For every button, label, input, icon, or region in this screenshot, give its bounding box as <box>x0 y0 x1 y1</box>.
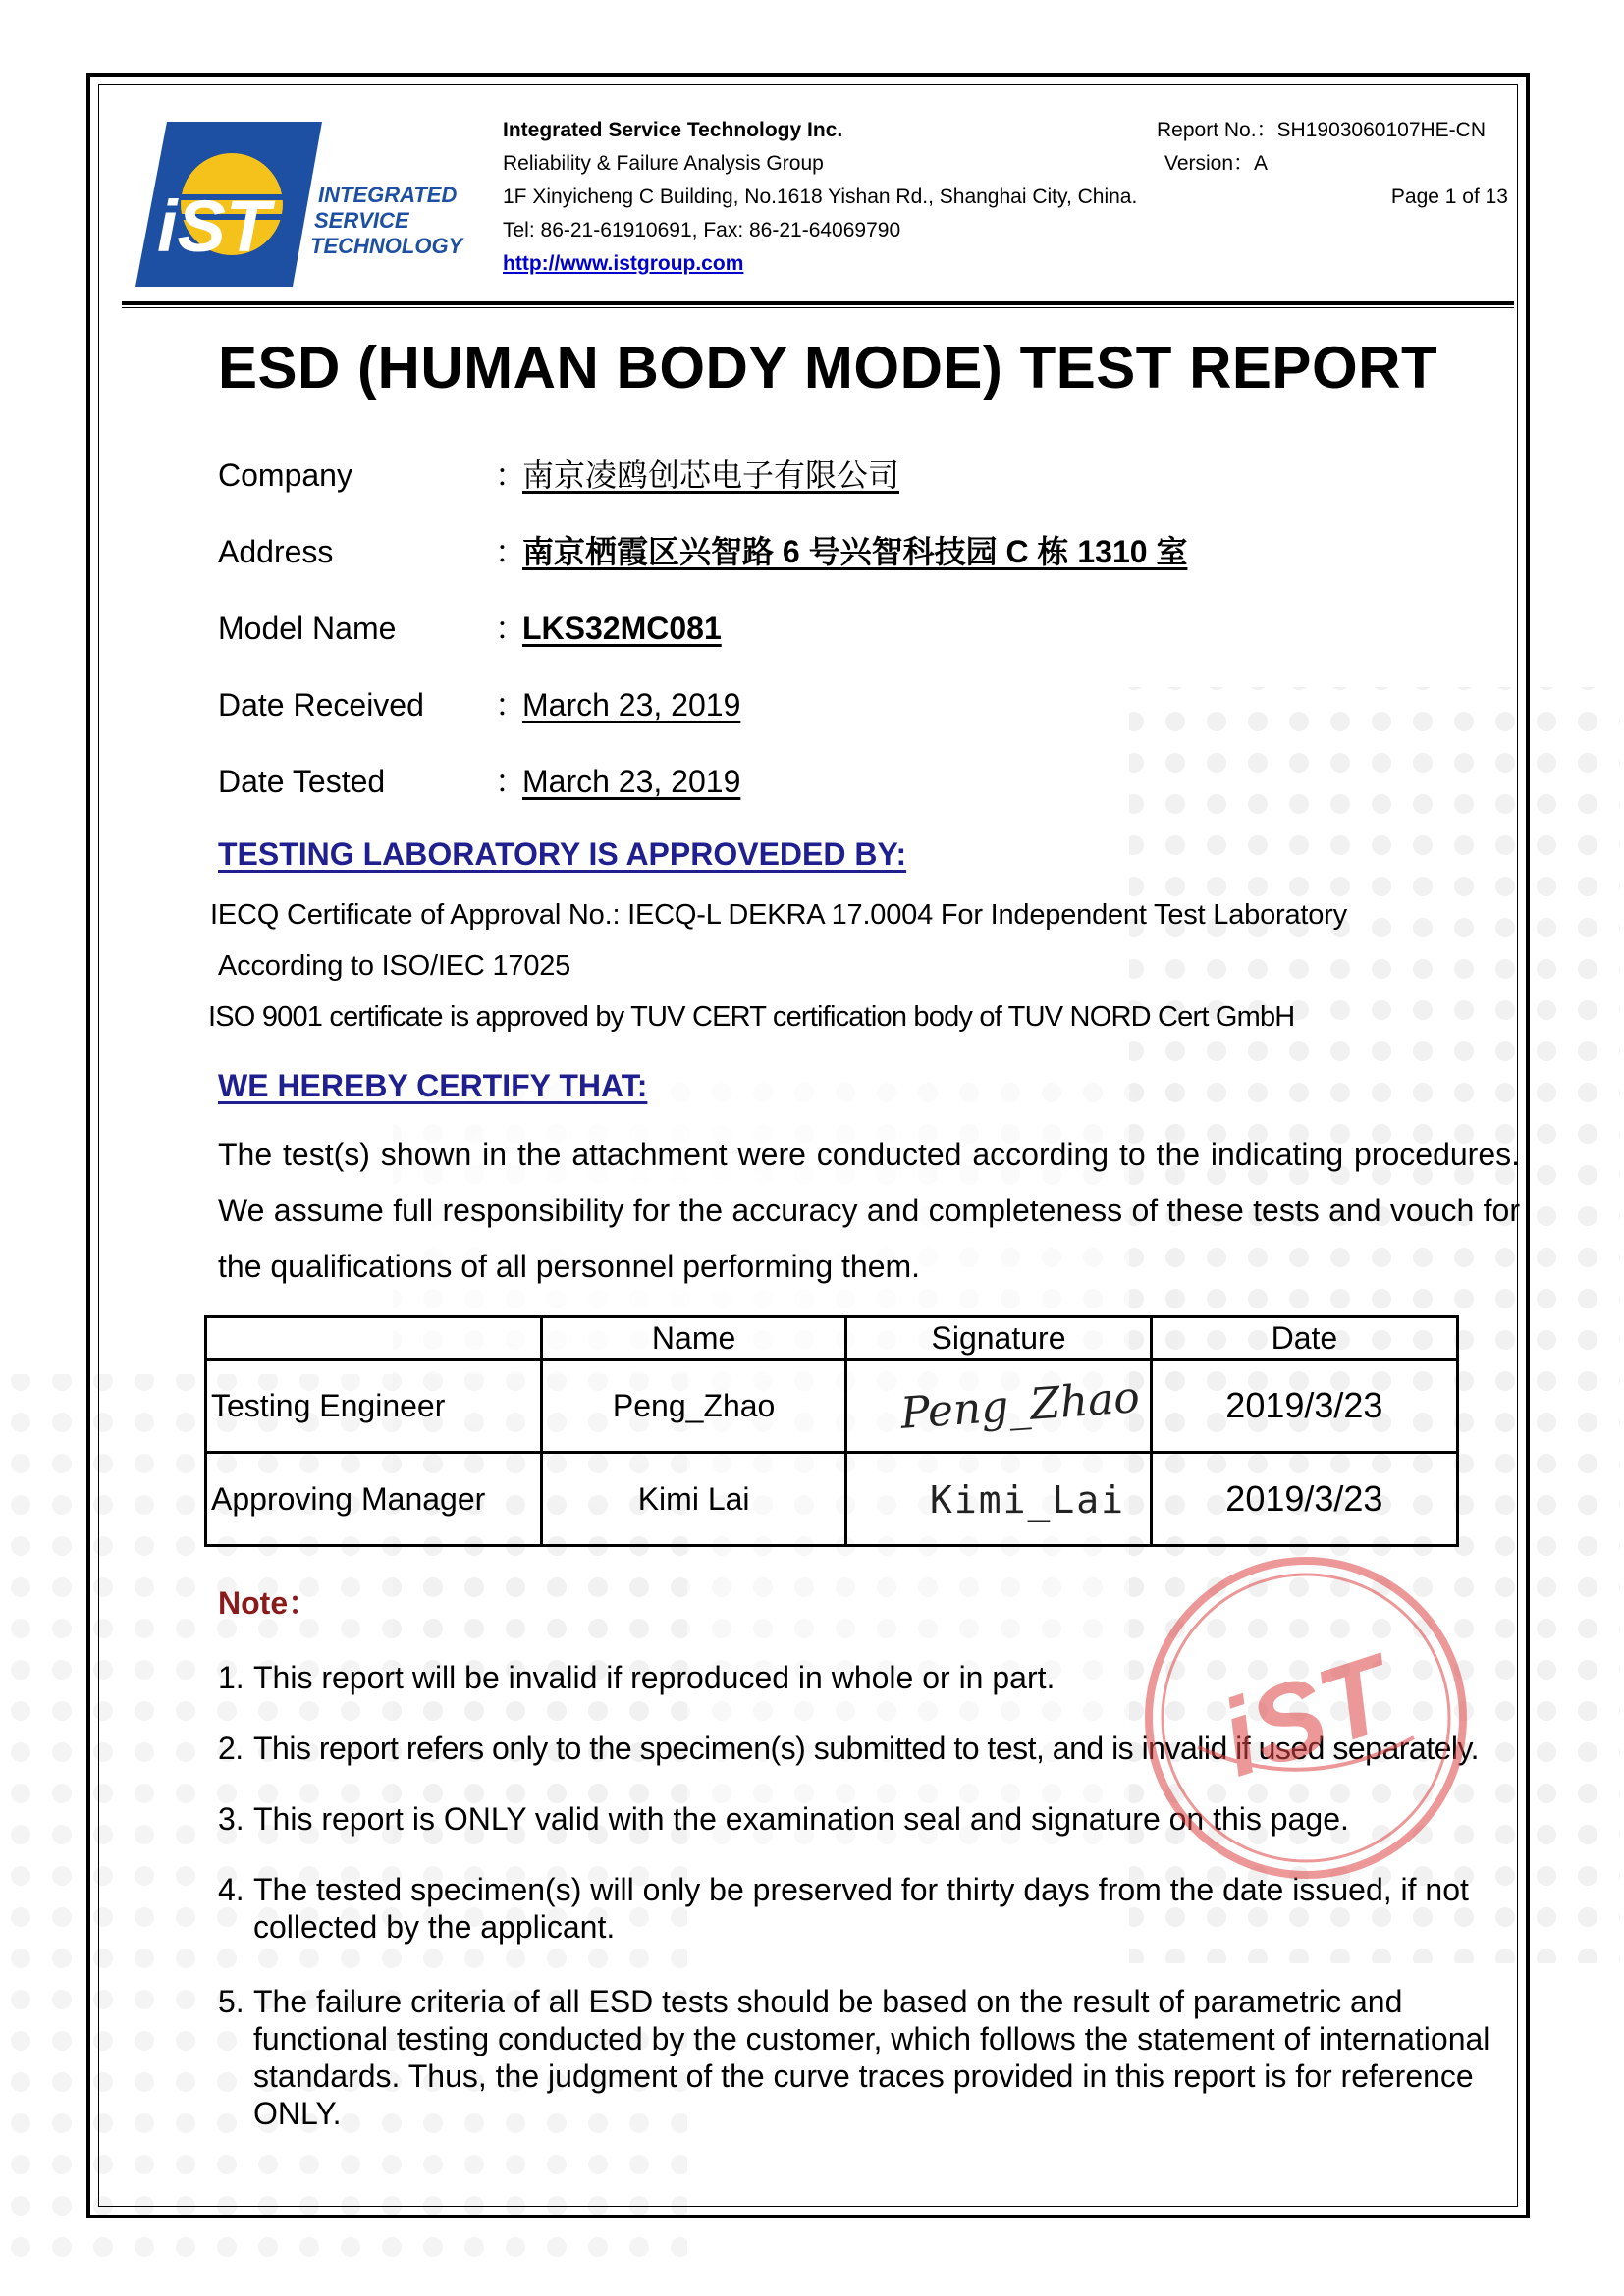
role-cell: Approving Manager <box>206 1453 542 1546</box>
role-cell: Testing Engineer <box>206 1360 542 1453</box>
field-company: Company ：南京凌鸥创芯电子有限公司 <box>218 454 899 497</box>
svg-text:Kimi_Lai: Kimi_Lai <box>930 1478 1126 1522</box>
field-value: 南京凌鸥创芯电子有限公司 <box>522 457 900 493</box>
field-label: Date Received <box>218 687 424 722</box>
approved-line-3: ISO 9001 certificate is approved by TUV CERT certification body of TUV NORD Cert GmbH <box>208 1001 1295 1033</box>
handwritten-signature <box>891 1460 1126 1538</box>
handwritten-signature <box>891 1366 1142 1445</box>
table-header-date: Date <box>1151 1317 1457 1360</box>
field-date-tested: Date Tested ：March 23, 2019 <box>218 760 740 803</box>
table-row <box>206 1453 1458 1546</box>
svg-text:TECHNOLOGY: TECHNOLOGY <box>310 234 463 258</box>
ist-logo <box>135 122 489 289</box>
field-label: Address <box>218 534 334 569</box>
svg-text:INTEGRATED: INTEGRATED <box>318 183 458 207</box>
signature-cell <box>846 1453 1152 1546</box>
header-contact: Tel: 86-21-61910691, Fax: 86-21-64069790 <box>503 219 901 241</box>
name-cell: Kimi Lai <box>541 1453 845 1546</box>
certify-heading: WE HEREBY CERTIFY THAT: <box>218 1068 648 1103</box>
date-cell: 2019/3/23 <box>1151 1360 1457 1453</box>
field-value: 南京栖霞区兴智路 6 号兴智科技园 C 栋 1310 室 <box>522 534 1188 569</box>
field-address: Address ：南京栖霞区兴智路 6 号兴智科技园 C 栋 1310 室 <box>218 530 1187 573</box>
note-heading: Note： <box>218 1585 320 1621</box>
header-company: Integrated Service Technology Inc. <box>503 119 843 141</box>
field-value: LKS32MC081 <box>522 611 722 646</box>
certify-body: The test(s) shown in the attachment were conducted according to the indicating procedures. We assume full responsibility for the accuracy and completeness of these tests and vouch for the qualifications of all personnel performing them. <box>218 1137 1520 1284</box>
field-label: Company <box>218 457 352 493</box>
field-model-name: Model Name ：LKS32MC081 <box>218 607 722 650</box>
table-header-name: Name <box>541 1317 845 1360</box>
field-date-received: Date Received ：March 23, 2019 <box>218 683 740 726</box>
table-header-row <box>206 1317 1458 1360</box>
field-value: March 23, 2019 <box>522 687 741 722</box>
approved-heading: TESTING LABORATORY IS APPROVEDED BY: <box>218 836 907 872</box>
svg-text:SERVICE: SERVICE <box>314 208 409 233</box>
approved-line-2: According to ISO/IEC 17025 <box>218 950 571 982</box>
report-number: Report No.：SH1903060107HE-CN <box>1157 119 1487 141</box>
field-label: Model Name <box>218 611 397 646</box>
report-title: ESD (HUMAN BODY MODE) TEST REPORT <box>218 335 1438 400</box>
approved-line-1: IECQ Certificate of Approval No.: IECQ-L DEKRA 17.0004 For Independent Test Laboratory <box>210 899 1347 931</box>
date-cell: 2019/3/23 <box>1151 1453 1457 1546</box>
header-group: Reliability & Failure Analysis Group <box>503 152 824 175</box>
header-report-block <box>1139 114 1512 214</box>
signature-cell <box>846 1360 1152 1453</box>
table-header-empty <box>206 1317 542 1360</box>
company-seal-stamp <box>1139 1551 1473 1885</box>
name-cell: Peng_Zhao <box>541 1360 845 1453</box>
svg-text:iST: iST <box>1207 1632 1404 1800</box>
header-rule <box>122 301 1514 305</box>
header-address: 1F Xinyicheng C Building, No.1618 Yishan Rd., Shanghai City, China. <box>503 186 1138 208</box>
header-rule-thin <box>122 307 1514 308</box>
svg-text:Peng_Zhao: Peng_Zhao <box>898 1372 1142 1439</box>
svg-text:iST: iST <box>157 186 271 267</box>
report-version: Version：A <box>1164 152 1269 175</box>
signature-table <box>204 1315 1459 1547</box>
header-url-link[interactable]: http://www.istgroup.com <box>503 252 744 275</box>
table-header-signature: Signature <box>846 1317 1152 1360</box>
header-company-block <box>503 114 1249 281</box>
field-value: March 23, 2019 <box>522 764 741 799</box>
page-number: Page 1 of 13 <box>1390 186 1508 208</box>
table-row <box>206 1360 1458 1453</box>
field-label: Date Tested <box>218 764 386 799</box>
